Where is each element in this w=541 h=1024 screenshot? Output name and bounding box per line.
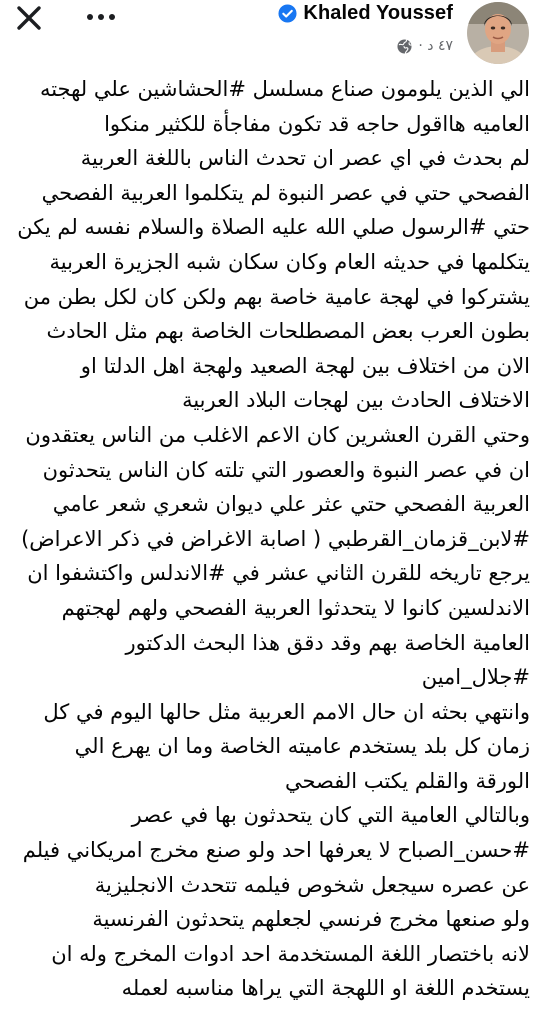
post-timestamp[interactable]: ٤٧ د · — [418, 38, 453, 54]
post-text-line: العاميه هااقول حاجه قد تكون مفاجأة للكثير منكوا — [104, 111, 530, 136]
post-text-line: العربية الفصحي حتي عثر علي ديوان شعري شعر عامي — [52, 492, 530, 517]
post-text-line: بطون العرب بعض المصطلحات الخاصة بهم مثل الحادث — [46, 319, 530, 344]
more-options-icon — [86, 12, 116, 22]
post-text-line: الان من اختلاف بين لهجة الصعيد ولهجة اهل الدلتا او — [80, 353, 530, 378]
post-text-line: الورقة والقلم يكتب الفصحي — [285, 768, 530, 793]
post-text-line: الفصحي حتي في عصر النبوة لم يتكلموا العربية الفصحي — [41, 180, 530, 205]
verified-badge-icon — [278, 4, 297, 23]
close-icon — [16, 5, 42, 31]
more-options-button[interactable] — [84, 2, 118, 32]
post-text-line: ولو صنعها مخرج فرنسي لجعلهم يتحدثون الفرنسية — [92, 907, 530, 932]
post-text-line: الاندلسين كانوا لا يتحدثوا العربية الفصحي ولهم لهجتهم — [61, 595, 530, 620]
post-meta — [397, 38, 453, 54]
post-text-line: يتكلمها في حديثه العام وكان سكان شبه الجزيرة العربية — [49, 249, 530, 274]
post-text-line: وحتي القرن العشرين كان الاعم الاغلب من الناس يعتقدون — [25, 422, 530, 447]
post-text-line: يرجع تاريخه للقرن الثاني عشر في #الاندلس واكتشفوا ان — [27, 561, 530, 586]
post-text-line: عن عصره سيجعل شخوص فيلمه تتحدث الانجليزية — [94, 872, 530, 897]
post-header — [0, 0, 541, 66]
post-text-line: الي الذين يلومون صناع مسلسل #الحشاشين علي لهجته — [39, 77, 530, 101]
post-text-line: يشتركوا في لهجة عامية خاصة بهم ولكن كان لكل بطن من — [23, 284, 530, 309]
post-text-line: #لابن_قزمان_القرطبي ( اصابة الاغراض في ذكر الاعراض) — [21, 526, 530, 551]
post-text-line: لانه باختصار اللغة المستخدمة احد ادوات المخرج وله ان — [51, 941, 530, 966]
post-text-line: #جلال_امين — [421, 665, 530, 690]
post-text-line: لم بحدث في اي عصر ان تحدث الناس باللغة العربية — [80, 146, 530, 171]
avatar-image — [467, 2, 529, 64]
avatar[interactable] — [467, 2, 529, 64]
author-row[interactable] — [278, 2, 453, 25]
post-text-line: زمان كل بلد يستخدم عاميته الخاصة وما ان يهرع الي — [74, 734, 530, 759]
post-text-line: الاختلاف الحادث بين لهجات البلاد العربية — [182, 388, 530, 413]
post-text-line: ان في عصر النبوة والعصور التي تلته كان الناس يتحدثون — [42, 457, 530, 482]
post-text — [0, 72, 530, 1006]
post-text-line: وبالتالي العامية التي كان يتحدثون بها في عصر — [131, 803, 530, 828]
post-text-line: يستخدم اللغة او اللهجة التي يراها مناسبه لعمله — [121, 976, 530, 1001]
close-button[interactable] — [14, 3, 44, 33]
globe-icon[interactable] — [397, 39, 412, 54]
post-text-line: #حسن_الصباح لا يعرفها احد ولو صنع مخرج امريكاني فيلم — [22, 838, 530, 863]
post-text-line: العامية الخاصة بهم وقد دقق هذا البحث الدكتور — [125, 630, 530, 655]
post-text-line: حتي #الرسول صلي الله عليه الصلاة والسلام نفسه لم يكن — [17, 215, 530, 240]
author-name[interactable]: Khaled Youssef — [303, 2, 453, 24]
post-text-line: وانتهي بحثه ان حال الامم العربية مثل حالها اليوم في كل — [43, 699, 530, 724]
